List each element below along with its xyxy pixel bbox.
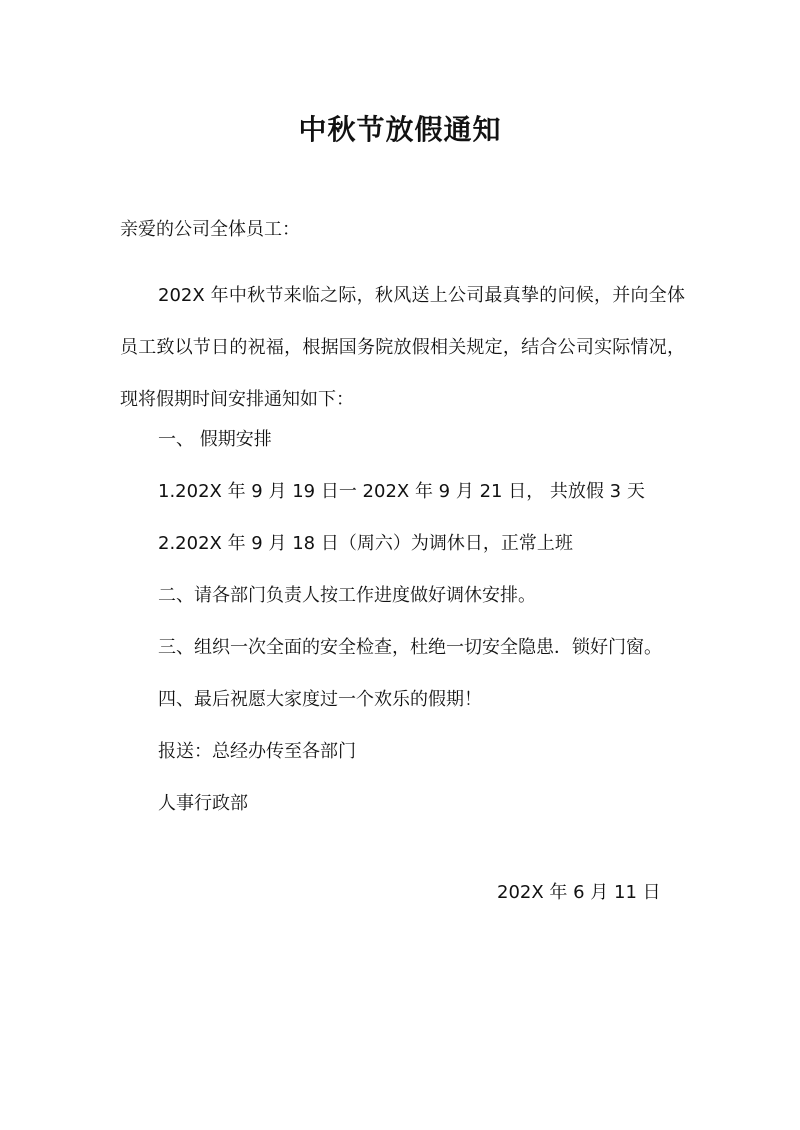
notice-date: 202X 年 6 月 11 日 xyxy=(497,882,661,903)
intro-paragraph: 202X 年中秋节来临之际，秋风送上公司最真挚的问候，并向全体员工致以节日的祝福，根据国务院放假相关规定，结合公司实际情况，现将假期时间安排通知如下： xyxy=(120,285,685,410)
section-wishes: 四、最后祝愿大家度过一个欢乐的假期！ xyxy=(158,689,482,710)
section-department-arrangement: 二、请各部门负责人按工作进度做好调休安排。 xyxy=(158,585,536,606)
distribution-note: 报送：总经办传至各部门 xyxy=(158,741,356,762)
issuing-department: 人事行政部 xyxy=(158,793,248,814)
workday-adjustment-item: 2.202X 年 9 月 18 日（周六）为调休日，正常上班 xyxy=(158,533,573,554)
section-safety-check: 三、组织一次全面的安全检查，杜绝一切安全隐患．锁好门窗。 xyxy=(158,637,662,658)
notice-title: 中秋节放假通知 xyxy=(298,113,502,146)
holiday-dates-item: 1.202X 年 9 月 19 日一 202X 年 9 月 21 日， 共放假 3 天 xyxy=(158,481,645,502)
greeting: 亲爱的公司全体员工： xyxy=(120,219,300,240)
section-holiday-schedule: 一、 假期安排 xyxy=(158,429,272,450)
